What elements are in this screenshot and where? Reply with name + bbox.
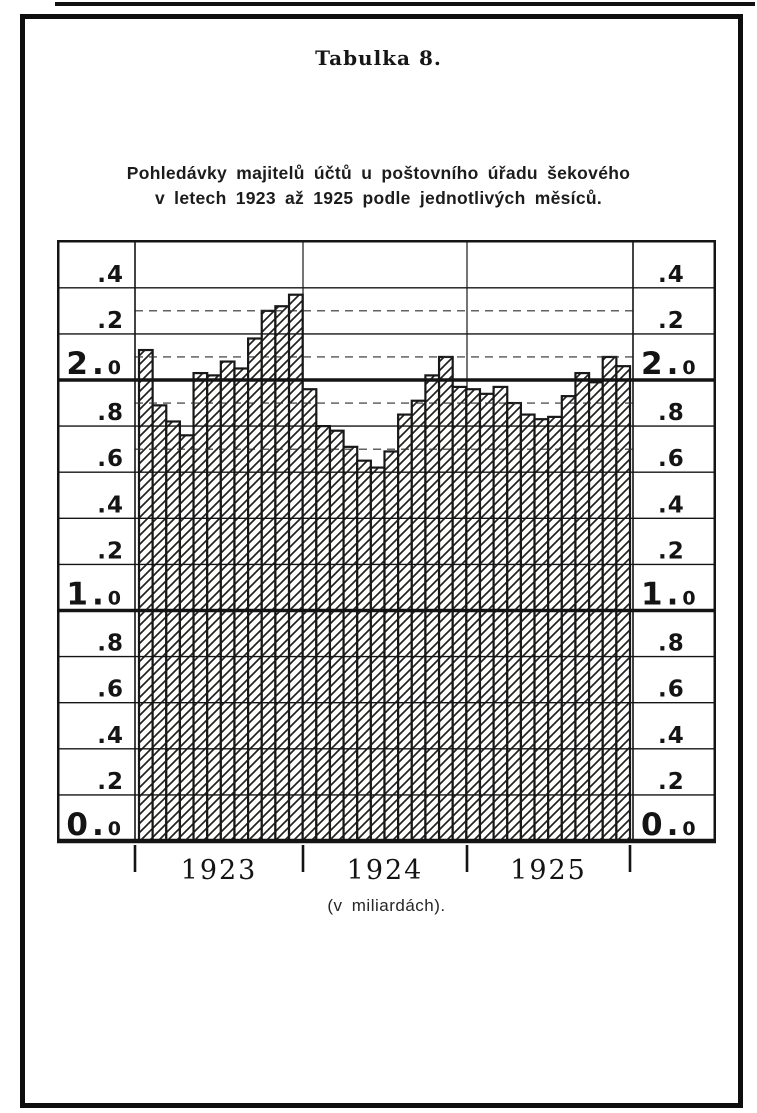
y-axis-label-left: .2 (97, 538, 124, 565)
bar-1925-2 (480, 394, 494, 841)
bar-1923-4 (180, 435, 194, 841)
bar-1925-1 (466, 389, 480, 841)
y-axis-label-left: .8 (97, 630, 124, 657)
x-axis (135, 845, 630, 886)
bar-1924-4 (344, 447, 358, 841)
bar-1923-2 (153, 405, 167, 841)
chart-subtitle-line2: v letech 1923 až 1925 podle jednotlivých měsíců. (154, 188, 603, 208)
bar-1923-7 (221, 362, 235, 841)
y-axis-label-right: .8 (658, 630, 685, 657)
y-axis-label-right: 0.0 (641, 807, 700, 843)
bar-1923-11 (275, 306, 289, 841)
y-axis-label-left: 1.0 (66, 576, 125, 613)
bar-1924-2 (316, 426, 330, 841)
chart-area (57, 240, 716, 890)
bar-1925-4 (507, 403, 521, 841)
bar-1923-5 (194, 373, 208, 841)
bar-1923-8 (234, 368, 248, 841)
y-axis-label-right: .2 (658, 768, 685, 795)
page-title: Tabulka 8. (315, 46, 442, 70)
y-axis-label-right: 2.0 (641, 346, 700, 382)
bar-1923-3 (166, 421, 180, 841)
y-axis-label-left: 0.0 (66, 807, 125, 843)
y-axis-label-left: .4 (97, 492, 124, 519)
bar-1924-9 (412, 401, 426, 841)
y-axis-label-right: .2 (658, 538, 685, 565)
bar-1925-9 (575, 373, 589, 841)
bar-1924-8 (398, 415, 412, 841)
y-axis-label-right: .8 (658, 400, 685, 427)
bar-1924-12 (453, 387, 467, 841)
bar-1924-11 (439, 357, 453, 841)
y-axis-label-left: .4 (97, 261, 124, 288)
x-axis-year-label: 1925 (510, 855, 587, 886)
y-axis-label-left: 2.0 (66, 346, 125, 382)
bars (139, 295, 630, 841)
y-axis-label-right: .4 (658, 722, 685, 749)
bar-1924-1 (303, 389, 317, 841)
bar-1925-12 (616, 366, 630, 841)
bar-1925-7 (548, 417, 562, 841)
x-axis-year-label: 1924 (346, 855, 424, 886)
bar-1925-5 (521, 415, 535, 841)
bar-1924-3 (330, 431, 344, 841)
y-axis-label-right: .4 (658, 492, 685, 519)
y-axis-label-right: .6 (658, 446, 685, 473)
bar-1924-10 (425, 375, 439, 841)
y-axis-label-left: .6 (97, 676, 124, 703)
bar-1923-12 (289, 295, 303, 841)
bar-1923-9 (248, 339, 262, 841)
scan-edge-artifact (55, 2, 755, 6)
bar-1923-10 (262, 311, 276, 841)
bar-1925-6 (535, 419, 549, 841)
bar-1925-8 (562, 396, 576, 841)
chart-subtitle-line1: Pohledávky majitelů účtů u poštovního úřadu šekového (126, 163, 631, 183)
bar-1924-7 (385, 451, 399, 841)
y-axis-label-right: 1.0 (641, 576, 700, 613)
y-axis-label-left: .8 (97, 400, 124, 427)
y-axis-label-left: .6 (97, 446, 124, 473)
chart-svg (57, 240, 716, 890)
y-axis-label-right: .2 (658, 307, 685, 334)
bar-1924-6 (371, 468, 385, 841)
bar-1923-6 (207, 375, 221, 841)
y-axis-label-left: .4 (97, 722, 124, 749)
bar-1925-11 (603, 357, 617, 841)
y-axis-label-left: .2 (97, 768, 124, 795)
x-axis-year-label: 1923 (180, 855, 258, 886)
y-axis-label-right: .4 (658, 261, 685, 288)
bar-1923-1 (139, 350, 153, 841)
y-axis-label-right: .6 (658, 676, 685, 703)
bar-1925-3 (494, 387, 508, 841)
chart-unit-caption: (v miliardách). (327, 896, 446, 915)
y-axis-label-left: .2 (97, 307, 124, 334)
